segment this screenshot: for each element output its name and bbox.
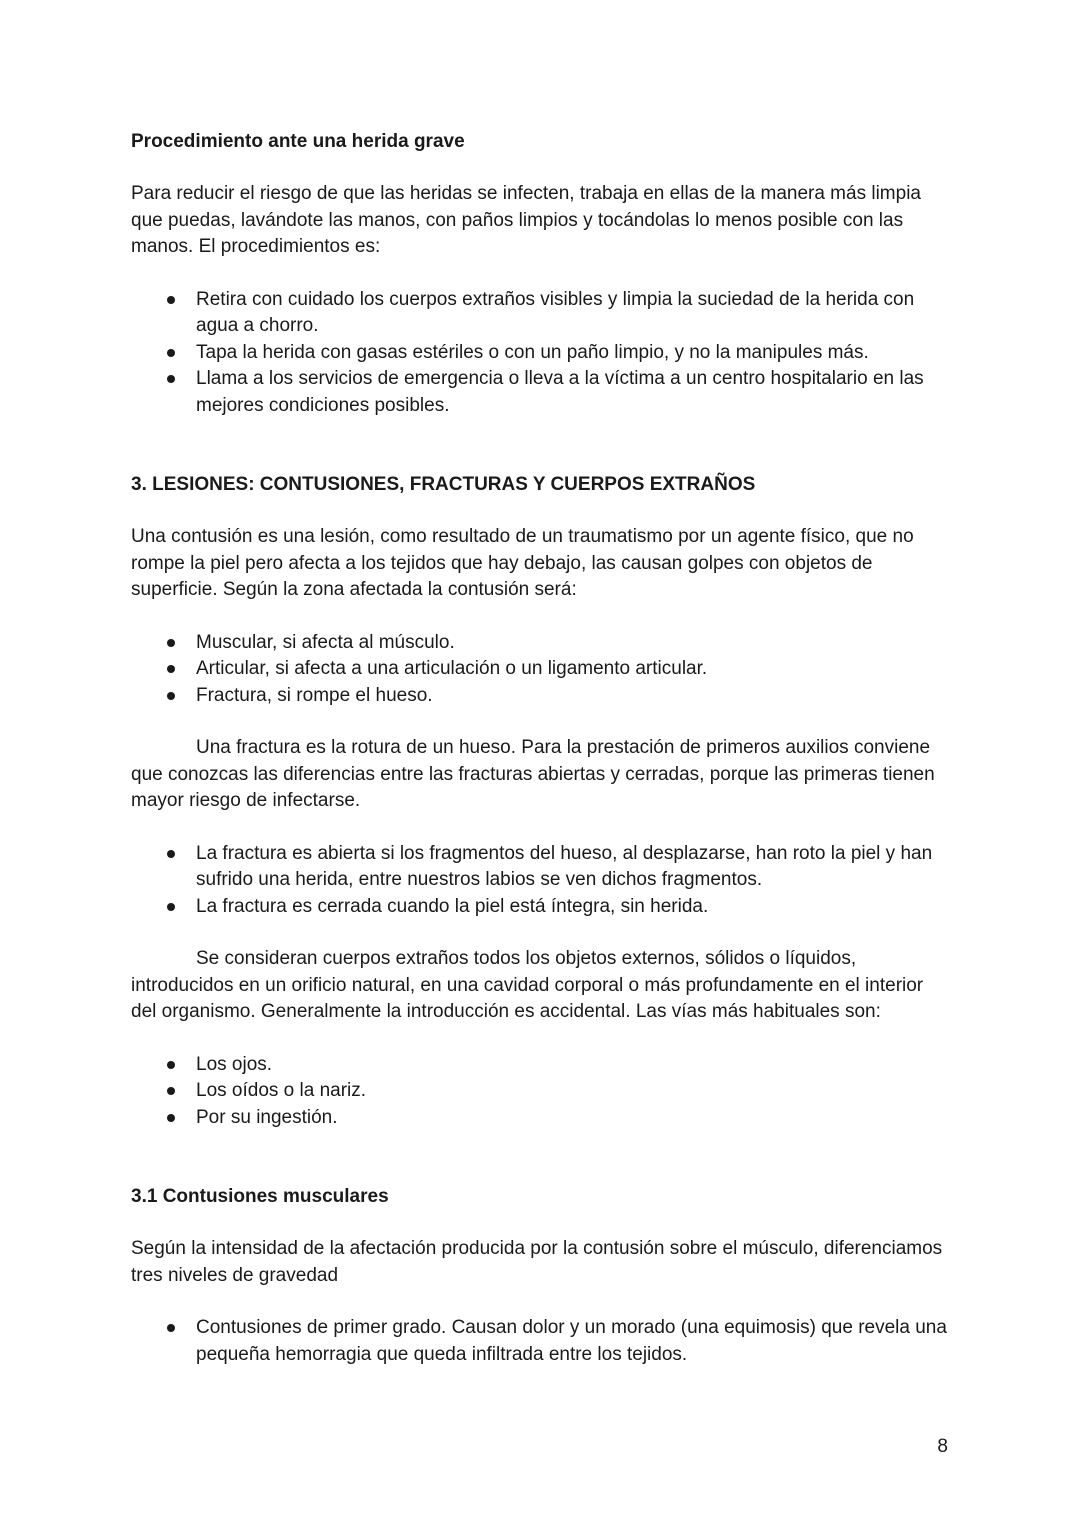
list-item: Por su ingestión. [196, 1105, 951, 1132]
list-item: Los ojos. [196, 1052, 951, 1079]
list-item: Llama a los servicios de emergencia o lleva a la víctima a un centro hospitalario en las mejores condiciones posibles. [196, 366, 951, 419]
fracture-types-list [131, 841, 951, 921]
bullet-icon [167, 375, 175, 383]
list-item: Fractura, si rompe el hueso. [196, 683, 951, 710]
list-item: Muscular, si afecta al músculo. [196, 630, 951, 657]
bullet-icon [167, 349, 175, 357]
bullet-icon [167, 1061, 175, 1069]
bullet-icon [167, 850, 175, 858]
paragraph-fracture-intro: Una fractura es la rotura de un hueso. Para la prestación de primeros auxilios conviene que conozcas las diferencias entre las fracturas abiertas y cerradas, porque las primeras tienen mayor riesgo de infectarse. [131, 737, 935, 811]
paragraph-foreign-body-intro: Se consideran cuerpos extraños todos los objetos externos, sólidos o líquidos, introducidos en un orificio natural, en una cavidad corporal o más profundamente en el interior del organismo. Generalmente la introducción es accidental. Las vías más habituales son: [131, 948, 924, 1022]
paragraph-contusion-intro: Una contusión es una lesión, como resultado de un traumatismo por un agente físico, que no rompe la piel pero afecta a los tejidos que hay debajo, las causan golpes con objetos de superficie. Según la zona afectada la contusión será: [131, 526, 914, 600]
bullet-icon [167, 639, 175, 647]
contusion-types-list [131, 630, 951, 710]
bullet-icon [167, 903, 175, 911]
wound-steps-list [131, 287, 951, 420]
bullet-icon [167, 1087, 175, 1095]
bullet-icon [167, 296, 175, 304]
list-item: La fractura es cerrada cuando la piel está íntegra, sin herida. [196, 894, 951, 921]
list-item: Articular, si afecta a una articulación o un ligamento articular. [196, 656, 951, 683]
paragraph-muscle-intro: Según la intensidad de la afectación producida por la contusión sobre el músculo, diferenciamos tres niveles de gravedad [131, 1238, 943, 1286]
section-heading-muscle: 3.1 Contusiones musculares [131, 1186, 389, 1207]
bullet-icon [167, 1114, 175, 1122]
list-item: Tapa la herida con gasas estériles o con un paño limpio, y no la manipules más. [196, 340, 951, 367]
muscle-grades-list [131, 1315, 951, 1368]
page-number: 8 [937, 1436, 948, 1457]
section-heading-wound: Procedimiento ante una herida grave [131, 131, 465, 152]
bullet-icon [167, 1324, 175, 1332]
list-item: Los oídos o la nariz. [196, 1078, 951, 1105]
bullet-icon [167, 692, 175, 700]
list-item: Contusiones de primer grado. Causan dolor y un morado (una equimosis) que revela una pequeña hemorragia que queda infiltrada entre los tejidos. [196, 1315, 951, 1368]
paragraph-wound-intro: Para reducir el riesgo de que las heridas se infecten, trabaja en ellas de la manera más limpia que puedas, lavándote las manos, con paños limpios y tocándolas lo menos posible con las manos. El procedimientos es: [131, 183, 921, 257]
list-item: La fractura es abierta si los fragmentos del hueso, al desplazarse, han roto la piel y han sufrido una herida, entre nuestros labios se ven dichos fragmentos. [196, 841, 951, 894]
document-page [131, 128, 951, 1368]
section-heading-lesions: 3. LESIONES: CONTUSIONES, FRACTURAS Y CUERPOS EXTRAÑOS [131, 474, 756, 495]
foreign-body-routes-list [131, 1052, 951, 1132]
list-item: Retira con cuidado los cuerpos extraños visibles y limpia la suciedad de la herida con agua a chorro. [196, 287, 951, 340]
bullet-icon [167, 665, 175, 673]
